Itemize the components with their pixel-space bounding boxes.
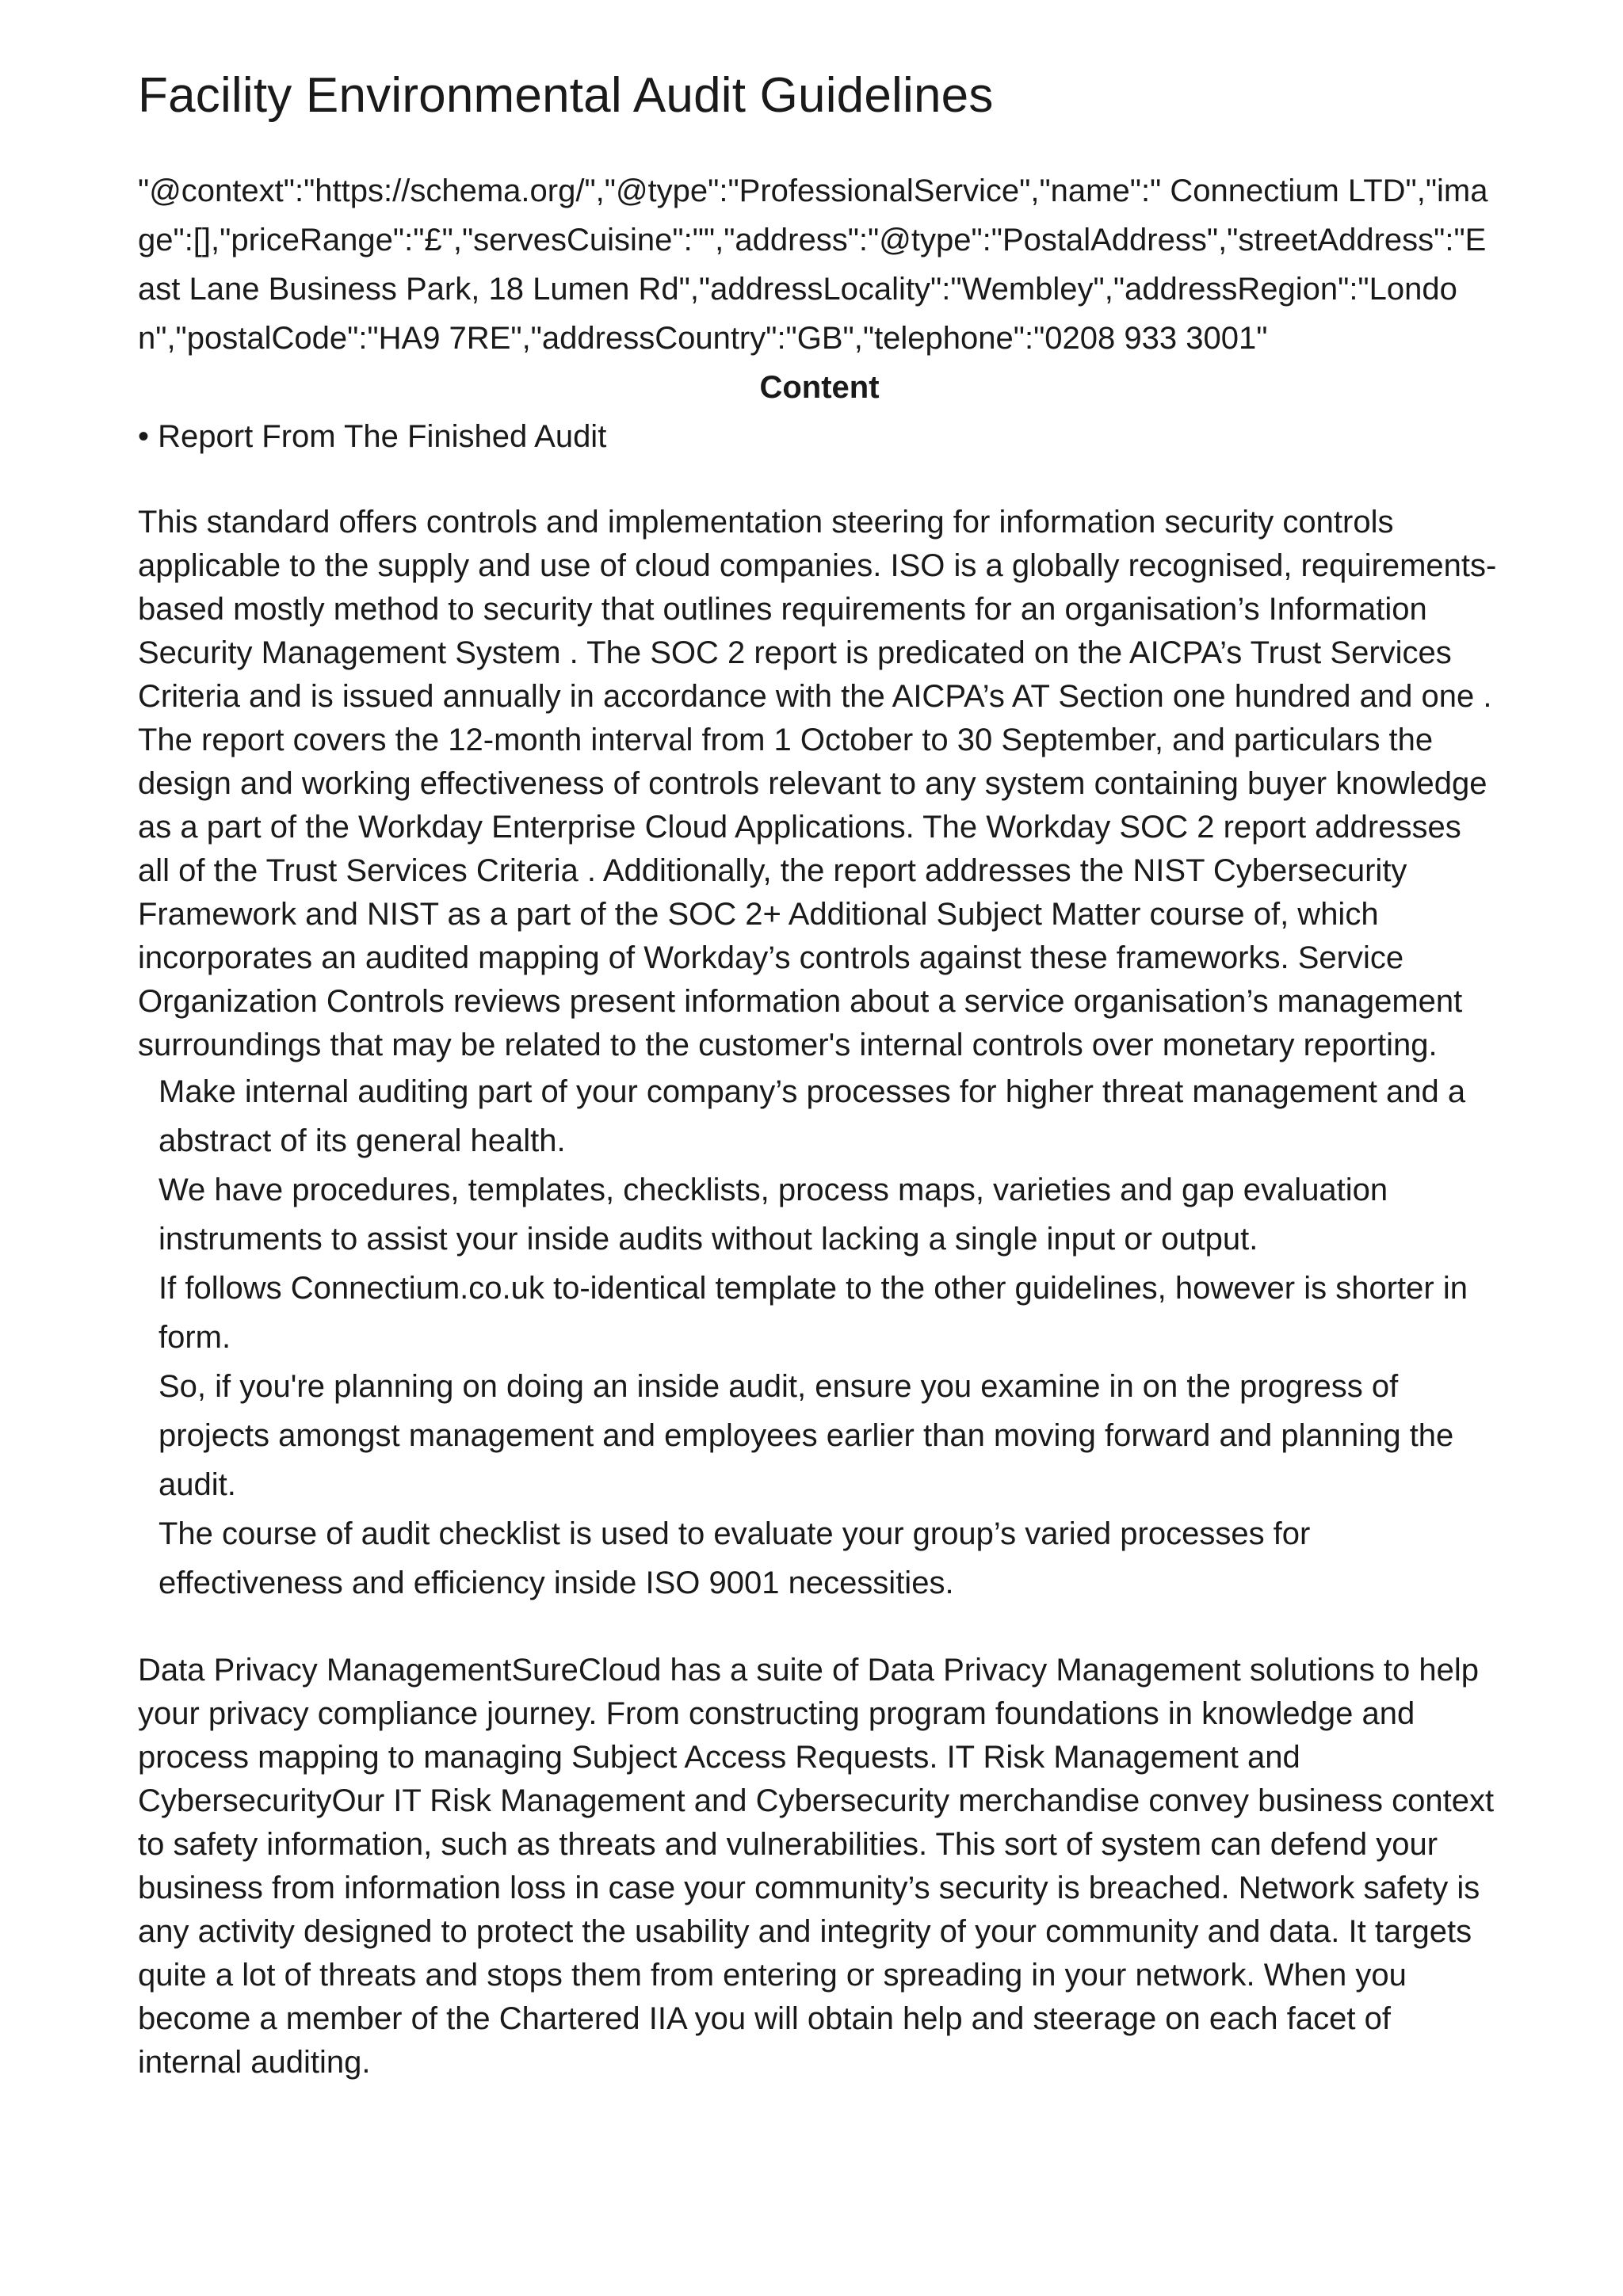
- bullet-item: • Report From The Finished Audit: [138, 419, 607, 455]
- content-heading: Content: [759, 370, 880, 406]
- page-title: Facility Environmental Audit Guidelines: [138, 68, 994, 123]
- list-item: Make internal auditing part of your company’s processes for higher threat management and a abstract of its general health.: [158, 1074, 1466, 1159]
- list-item: So, if you're planning on doing an inside audit, ensure you examine in on the progress of projects amongst management and employees earlier than moving forward and planning the audit.: [158, 1369, 1454, 1503]
- schema-markup-text: "@context":"https://schema.org/","@type":"ProfessionalService","name":" Connectium LTD","image":[],"priceRange":"£","servesCuisine":"","address":"@type":"PostalAddress","streetAddress":"East Lane Business Park, 18 Lumen Rd","addressLocality":"Wembley","addressRegion":"London","postalCode":"HA9 7RE","addressCountry":"GB","telephone":"0208 933 3001": [138, 174, 1488, 357]
- guideline-list: [138, 1067, 1501, 1608]
- intro-paragraph: This standard offers controls and implementation steering for information security controls applicable to the supply and use of cloud companies. ISO is a globally recognised, requirements-based mostly method to security that outlines requirements for an organisation’s Information Security Management System . The SOC 2 report is predicated on the AICPA’s Trust Services Criteria and is issued annually in accordance with the AICPA’s AT Section one hundred and one . The report covers the 12-month interval from 1 October to 30 September, and particulars the design and working effectiveness of controls relevant to any system containing buyer knowledge as a part of the Workday Enterprise Cloud Applications. The Workday SOC 2 report addresses all of the Trust Services Criteria . Additionally, the report addresses the NIST Cybersecurity Framework and NIST as a part of the SOC 2+ Additional Subject Matter course of, which incorporates an audited mapping of Workday’s controls against these frameworks. Service Organization Controls reviews present information about a service organisation’s management surroundings that may be related to the customer's internal controls over monetary reporting.: [138, 505, 1497, 1063]
- closing-paragraph: Data Privacy ManagementSureCloud has a suite of Data Privacy Management solutions to help your privacy compliance journey. From constructing program foundations in knowledge and process mapping to managing Subject Access Requests. IT Risk Management and CybersecurityOur IT Risk Management and Cybersecurity merchandise convey business context to safety information, such as threats and vulnerabilities. This sort of system can defend your business from information loss in case your community’s security is breached. Network safety is any activity designed to protect the usability and integrity of your community and data. It targets quite a lot of threats and stops them from entering or spreading in your network. When you become a member of the Chartered IIA you will obtain help and steerage on each facet of internal auditing.: [138, 1653, 1495, 2081]
- list-item: We have procedures, templates, checklists, process maps, varieties and gap evaluation instruments to assist your inside audits without lacking a single input or output.: [158, 1173, 1388, 1257]
- list-item: The course of audit checklist is used to evaluate your group’s varied processes for effectiveness and efficiency inside ISO 9001 necessities.: [158, 1516, 1311, 1601]
- list-item: If follows Connectium.co.uk to-identical template to the other guidelines, however is shorter in form.: [158, 1271, 1468, 1356]
